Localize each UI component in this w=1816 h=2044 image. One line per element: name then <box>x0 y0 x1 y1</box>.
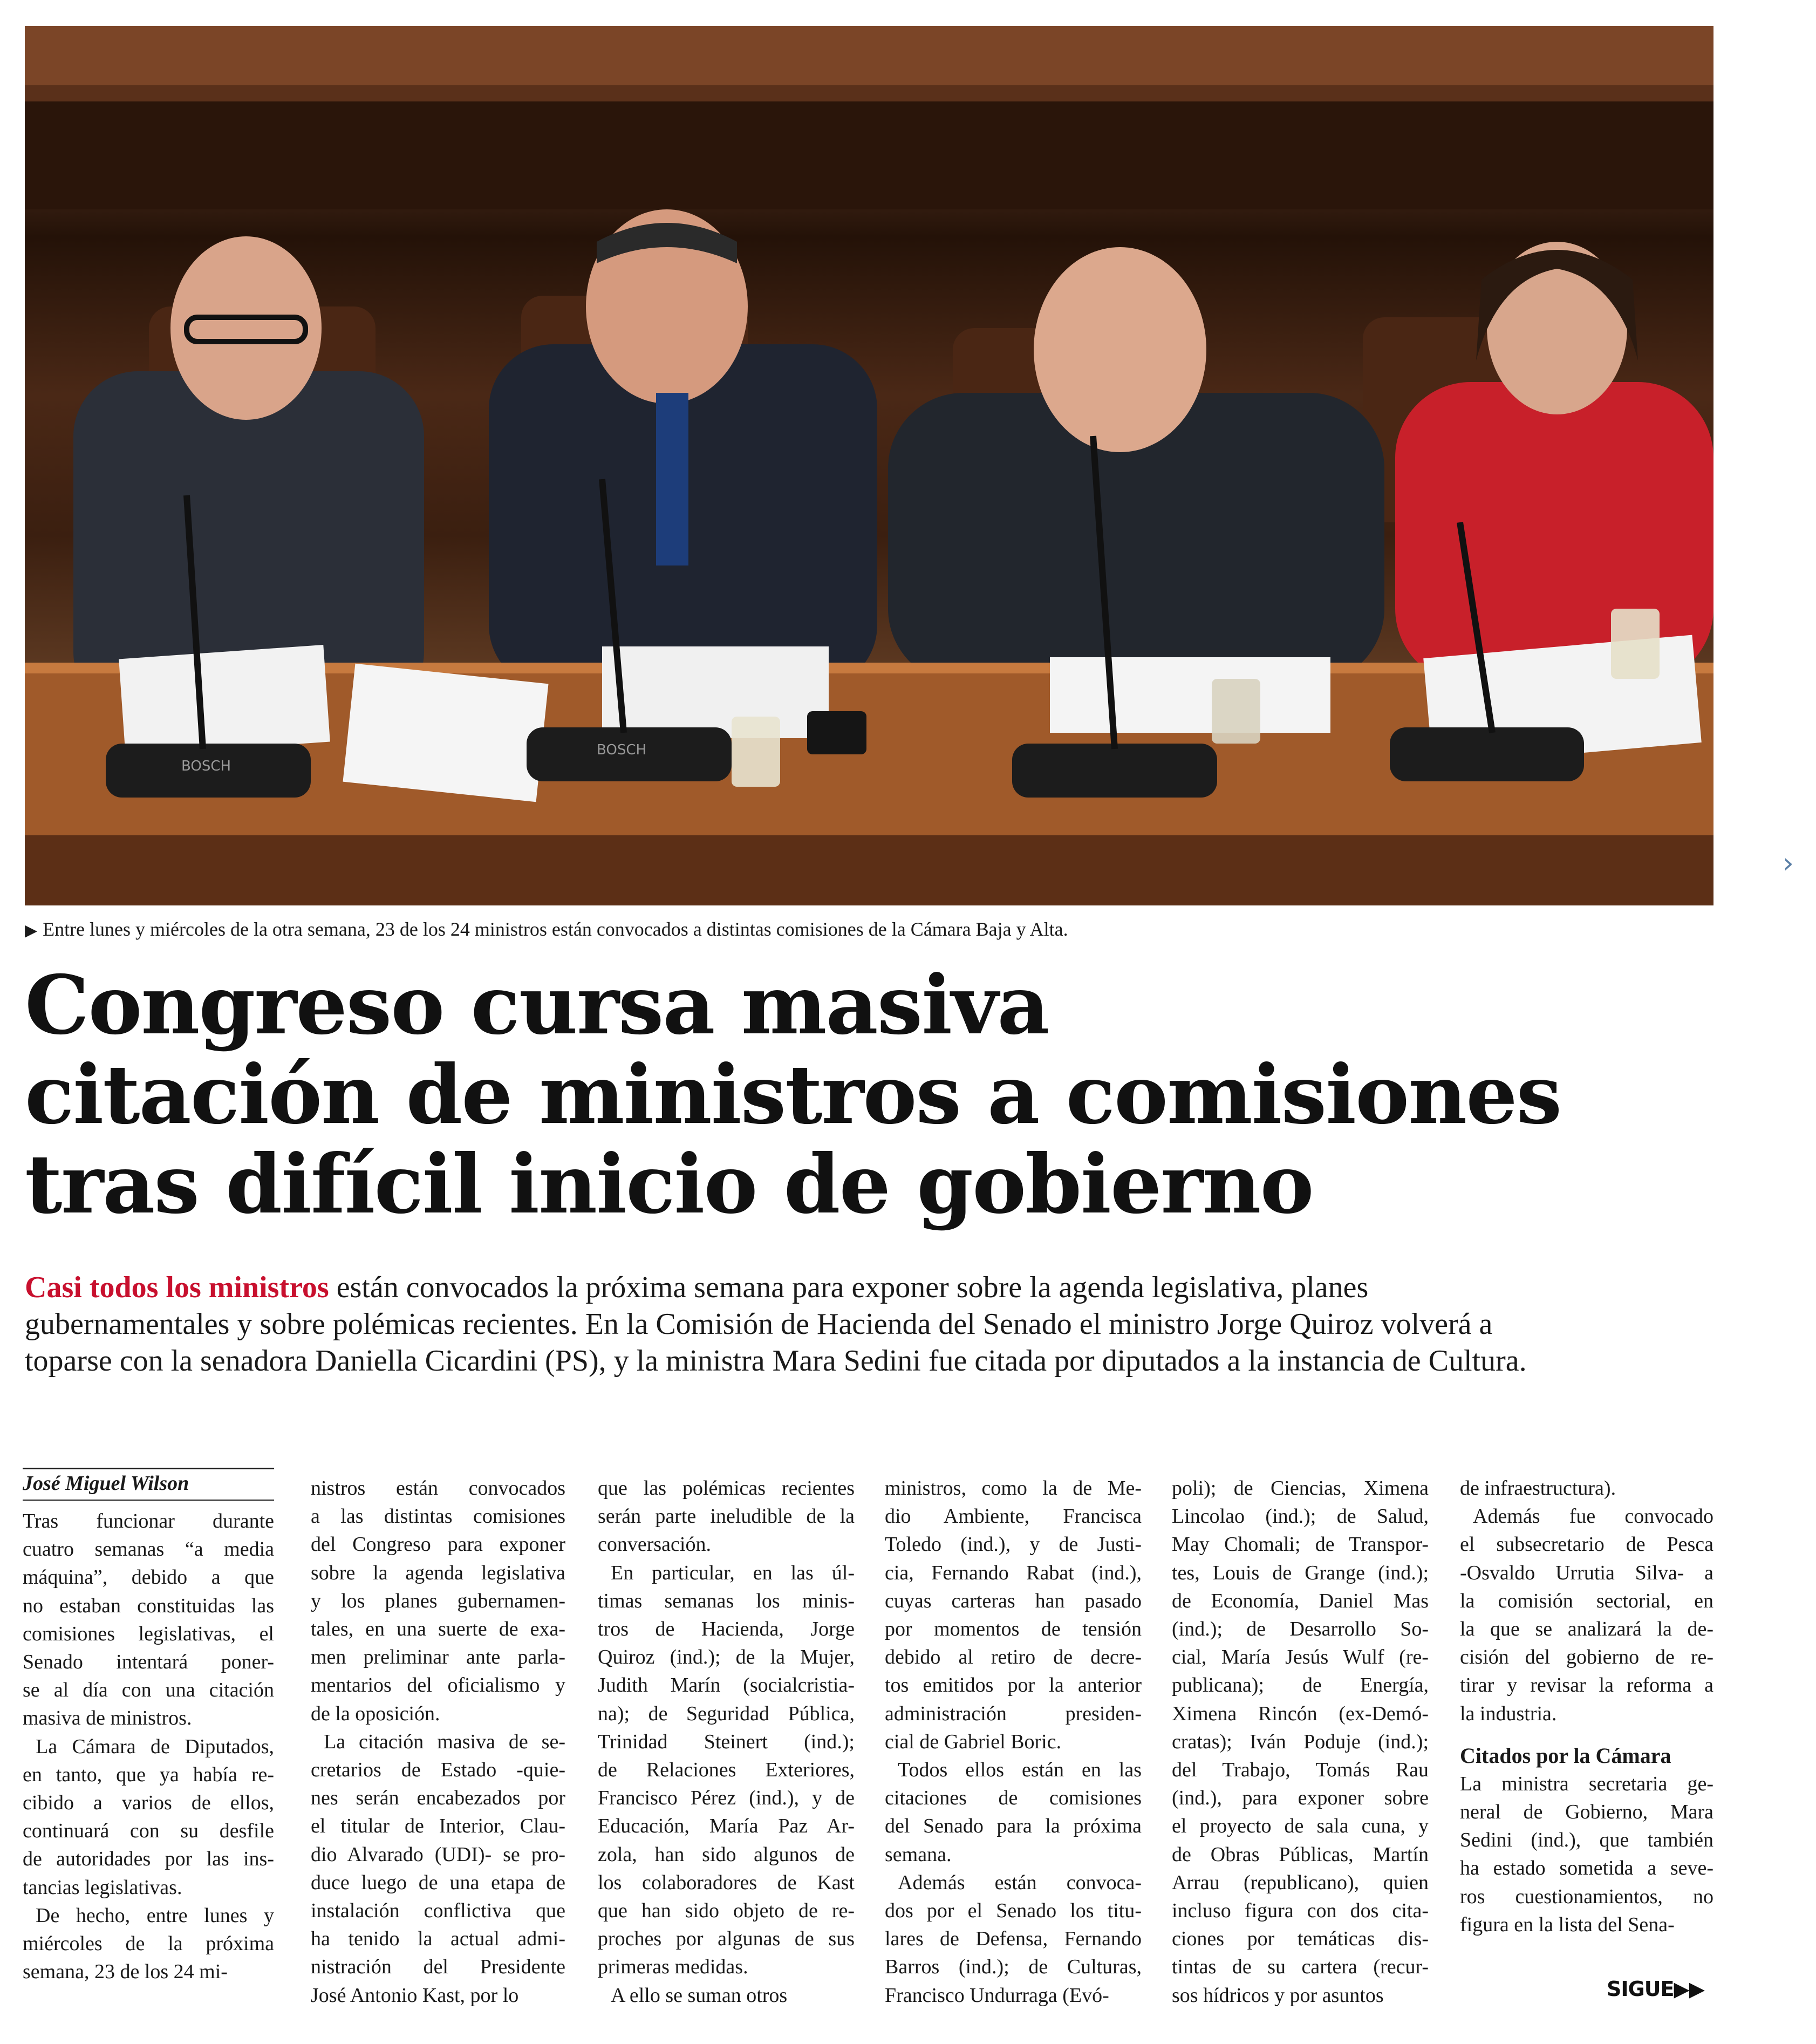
column-text-line: la que se analizará la de- <box>1460 1618 1713 1641</box>
column-text-line: Senado intentará poner- <box>23 1651 274 1674</box>
column-text-line: timas semanas los minis- <box>598 1589 855 1612</box>
column-text-line: los colaboradores de Kast <box>598 1871 855 1894</box>
column-text-line: incluso figura con dos cita- <box>1172 1899 1429 1923</box>
column-text-line: poli); de Ciencias, Ximena <box>1172 1477 1429 1500</box>
column-text-line: cratas); Iván Poduje (ind.); <box>1172 1730 1429 1753</box>
column-text-line: dio Ambiente, Francisca <box>885 1505 1142 1528</box>
column-text-line: que las polémicas recientes <box>598 1477 855 1500</box>
sigue-label: SIGUE <box>1607 1977 1674 2001</box>
column-text-line: cial, María Jesús Wulf (re- <box>1172 1646 1429 1669</box>
column-text-line: Judith Marín (socialcristia- <box>598 1674 855 1697</box>
column-text-line: tos emitidos por la anterior <box>885 1674 1142 1697</box>
column-text-line: ros cuestionamientos, no <box>1460 1885 1713 1908</box>
column-text-line: Arrau (republicano), quien <box>1172 1871 1429 1894</box>
column-text-line: Además están convoca- <box>898 1871 1142 1894</box>
column-text-line: tes, Louis de Grange (ind.); <box>1172 1561 1429 1584</box>
column-text-line: (ind.), para exponer sobre <box>1172 1787 1429 1810</box>
column-text-line: no estaban constituidas las <box>23 1594 274 1617</box>
column-text-line: sobre la agenda legislativa <box>311 1561 565 1584</box>
column-text-line: de Obras Públicas, Martín <box>1172 1843 1429 1866</box>
column-text-line: na); de Seguridad Pública, <box>598 1702 855 1725</box>
column-text-line: la comisión sectorial, en <box>1460 1589 1713 1612</box>
column-text-line: Francisco Pérez (ind.), y de <box>598 1787 855 1810</box>
column-text-line: Barros (ind.); de Culturas, <box>885 1956 1142 1979</box>
column-5-text <box>1172 1474 1429 2009</box>
column-text-line: publicana); de Energía, <box>1172 1674 1429 1697</box>
column-text-line: ha tenido la actual admi- <box>311 1927 565 1951</box>
lead-line-1 <box>25 1269 1713 1306</box>
column-text-line: de Relaciones Exteriores, <box>598 1759 855 1782</box>
column-text-line: miércoles de la próxima <box>23 1932 274 1956</box>
article-column-5 <box>1172 1474 1429 2009</box>
column-text-line: el titular de Interior, Clau- <box>311 1815 565 1838</box>
column-text-line: -Osvaldo Urrutia Silva- a <box>1460 1561 1713 1584</box>
column-text-line: En particular, en las úl- <box>611 1561 855 1584</box>
column-text-line: cuatro semanas “a media <box>23 1538 274 1561</box>
column-text-line: cretarios de Estado -quie- <box>311 1759 565 1782</box>
column-text-line: tros de Hacienda, Jorge <box>598 1618 855 1641</box>
column-text-line: ministros, como la de Me- <box>885 1477 1142 1500</box>
column-text-line: Ximena Rincón (ex-Demó- <box>1172 1702 1429 1725</box>
column-text-line: en tanto, que ya había re- <box>23 1763 274 1786</box>
column-text-line: sos hídricos y por asuntos <box>1172 1984 1384 2007</box>
column-6-text-b <box>1460 1770 1713 1939</box>
column-text-line: figura en la lista del Sena- <box>1460 1913 1675 1936</box>
column-text-line: dio Alvarado (UDI)- se pro- <box>311 1843 565 1866</box>
headline-line-3: tras difícil inicio de gobierno <box>25 1137 1313 1232</box>
column-text-line: de Economía, Daniel Mas <box>1172 1589 1429 1612</box>
column-text-line: proches por algunas de sus <box>598 1927 855 1951</box>
column-text-line: La ministra secretaria ge- <box>1460 1772 1713 1795</box>
column-6-text-a <box>1460 1474 1713 1728</box>
column-text-line: De hecho, entre lunes y <box>36 1904 274 1927</box>
column-text-line: de autoridades por las ins- <box>23 1848 274 1871</box>
column-text-line: tancias legislativas. <box>23 1876 182 1899</box>
column-text-line: nistración del Presidente <box>311 1956 565 1979</box>
column-text-line: cibido a varios de ellos, <box>23 1791 274 1815</box>
column-text-line: cial de Gabriel Boric. <box>885 1730 1062 1753</box>
column-2-text <box>311 1474 565 2009</box>
column-text-line: la industria. <box>1460 1702 1557 1725</box>
column-text-line: masiva de ministros. <box>23 1707 192 1730</box>
column-text-line: nistros están convocados <box>311 1477 565 1500</box>
column-text-line: semana, 23 de los 24 mi- <box>23 1960 228 1984</box>
column-text-line: Sedini (ind.), que también <box>1460 1829 1713 1852</box>
column-text-line: Trinidad Steinert (ind.); <box>598 1730 855 1753</box>
column-text-line: A ello se suman otros <box>611 1984 788 2007</box>
chevron-right-icon[interactable]: › <box>1783 847 1794 880</box>
column-text-line: lares de Defensa, Fernando <box>885 1927 1142 1951</box>
column-text-line: de infraestructura). <box>1460 1477 1616 1500</box>
lead-text-1: están convocados la próxima semana para exponer sobre la agenda legislativa, planes <box>329 1271 1369 1304</box>
column-text-line: duce luego de una etapa de <box>311 1871 565 1894</box>
column-text-line: el proyecto de sala cuna, y <box>1172 1815 1429 1838</box>
column-text-line: Lincolao (ind.); de Salud, <box>1172 1505 1429 1528</box>
column-text-line: cia, Fernando Rabat (ind.), <box>885 1561 1142 1584</box>
column-text-line: del Trabajo, Tomás Rau <box>1172 1759 1429 1782</box>
column-text-line: tales, en una suerte de exa- <box>311 1618 565 1641</box>
photo-caption <box>25 917 1713 943</box>
column-text-line: neral de Gobierno, Mara <box>1460 1801 1713 1824</box>
column-text-line: comisiones legislativas, el <box>23 1622 274 1645</box>
column-text-line: continuará con su desfile <box>23 1820 274 1843</box>
column-text-line: administración presiden- <box>885 1702 1142 1725</box>
column-text-line: La Cámara de Diputados, <box>36 1735 274 1758</box>
double-arrow-right-icon: ▶▶ <box>1674 1977 1704 2001</box>
column-text-line: May Chomali; de Transpor- <box>1172 1533 1429 1556</box>
column-text-line: La citación masiva de se- <box>324 1730 565 1753</box>
lead-line-2: gubernamentales y sobre polémicas recientes. En la Comisión de Hacienda del Senado el ministro Jorge Quiroz volverá a <box>25 1307 1493 1341</box>
column-text-line: (ind.); de Desarrollo So- <box>1172 1618 1429 1641</box>
column-text-line: primeras medidas. <box>598 1956 748 1979</box>
lead-paragraph <box>25 1269 1713 1379</box>
column-text-line: men preliminar ante parla- <box>311 1646 565 1669</box>
column-text-line: ciones por temáticas dis- <box>1172 1927 1429 1951</box>
article-column-6 <box>1460 1474 1713 1939</box>
column-text-line: Tras funcionar durante <box>23 1510 274 1532</box>
byline: José Miguel Wilson <box>23 1468 274 1501</box>
column-4-text <box>885 1474 1142 2009</box>
column-text-line: debido al retiro de decre- <box>885 1646 1142 1669</box>
column-text-line: dos por el Senado los titu- <box>885 1899 1142 1923</box>
column-text-line: por momentos de tensión <box>885 1618 1142 1641</box>
column-text-line: Quiroz (ind.); de la Mujer, <box>598 1646 855 1669</box>
article-column-4 <box>885 1474 1142 2009</box>
column-text-line: zola, han sido algunos de <box>598 1843 855 1866</box>
column-text-line: semana. <box>885 1843 952 1866</box>
article-photo <box>25 26 1713 905</box>
column-text-line: y los planes gubernamen- <box>311 1589 565 1612</box>
column-text-line: serán parte ineludible de la <box>598 1505 855 1528</box>
continue-marker[interactable] <box>1607 1977 1704 2001</box>
triangle-right-icon: ▶ <box>25 922 38 939</box>
column-text-line: instalación conflictiva que <box>311 1899 565 1923</box>
section-subhead: Citados por la Cámara <box>1460 1743 1671 1768</box>
column-3-text <box>598 1474 855 2009</box>
column-text-line: José Antonio Kast, por lo <box>311 1984 519 2007</box>
column-text-line: del Congreso para exponer <box>311 1533 565 1556</box>
column-text-line: ha estado sometida a seve- <box>1460 1857 1713 1880</box>
article-column-1 <box>23 1468 274 1986</box>
column-text-line: conversación. <box>598 1533 711 1556</box>
column-text-line: mentarios del oficialismo y <box>311 1674 565 1697</box>
column-text-line: cuyas carteras han pasado <box>885 1589 1142 1612</box>
column-text-line: que han sido objeto de re- <box>598 1899 855 1923</box>
column-text-line: Además fue convocado <box>1473 1505 1713 1528</box>
headline-line-1: Congreso cursa masiva <box>25 958 1049 1053</box>
column-text-line: tirar y revisar la reforma a <box>1460 1674 1713 1697</box>
article-column-2 <box>311 1474 565 2009</box>
mic-brand-label: BOSCH <box>181 758 231 774</box>
mic-brand-label: BOSCH <box>597 742 647 758</box>
column-text-line: Educación, María Paz Ar- <box>598 1815 855 1838</box>
column-text-line: nes serán encabezados por <box>311 1787 565 1810</box>
column-text-line: cisión del gobierno de re- <box>1460 1646 1713 1669</box>
column-1-text <box>23 1507 274 1986</box>
column-text-line: se al día con una citación <box>23 1679 274 1702</box>
column-text-line: de la oposición. <box>311 1702 440 1725</box>
column-text-line: a las distintas comisiones <box>311 1505 565 1528</box>
caption-text: Entre lunes y miércoles de la otra semana, 23 de los 24 ministros están convocados a distintas comisiones de la Cámara Baja y Alta. <box>43 918 1068 940</box>
column-text-line: del Senado para la próxima <box>885 1815 1142 1838</box>
column-text-line: tintas de su cartera (recur- <box>1172 1956 1429 1979</box>
column-text-line: Todos ellos están en las <box>898 1759 1142 1782</box>
headline-line-2: citación de ministros a comisiones <box>25 1047 1561 1142</box>
column-text-line: Francisco Undurraga (Evó- <box>885 1984 1109 2007</box>
headline <box>25 958 1713 1232</box>
lead-line-3: toparse con la senadora Daniella Cicardini (PS), y la ministra Mara Sedini fue citada por diputados a la instancia de Cultura. <box>25 1344 1527 1378</box>
column-text-line: el subsecretario de Pesca <box>1460 1533 1713 1556</box>
article-column-3 <box>598 1474 855 2009</box>
photo-illustration <box>25 26 1713 905</box>
column-text-line: máquina”, debido a que <box>23 1566 274 1589</box>
column-text-line: Toledo (ind.), y de Justi- <box>885 1533 1142 1556</box>
column-text-line: citaciones de comisiones <box>885 1787 1142 1810</box>
lead-kicker: Casi todos los ministros <box>25 1271 329 1304</box>
